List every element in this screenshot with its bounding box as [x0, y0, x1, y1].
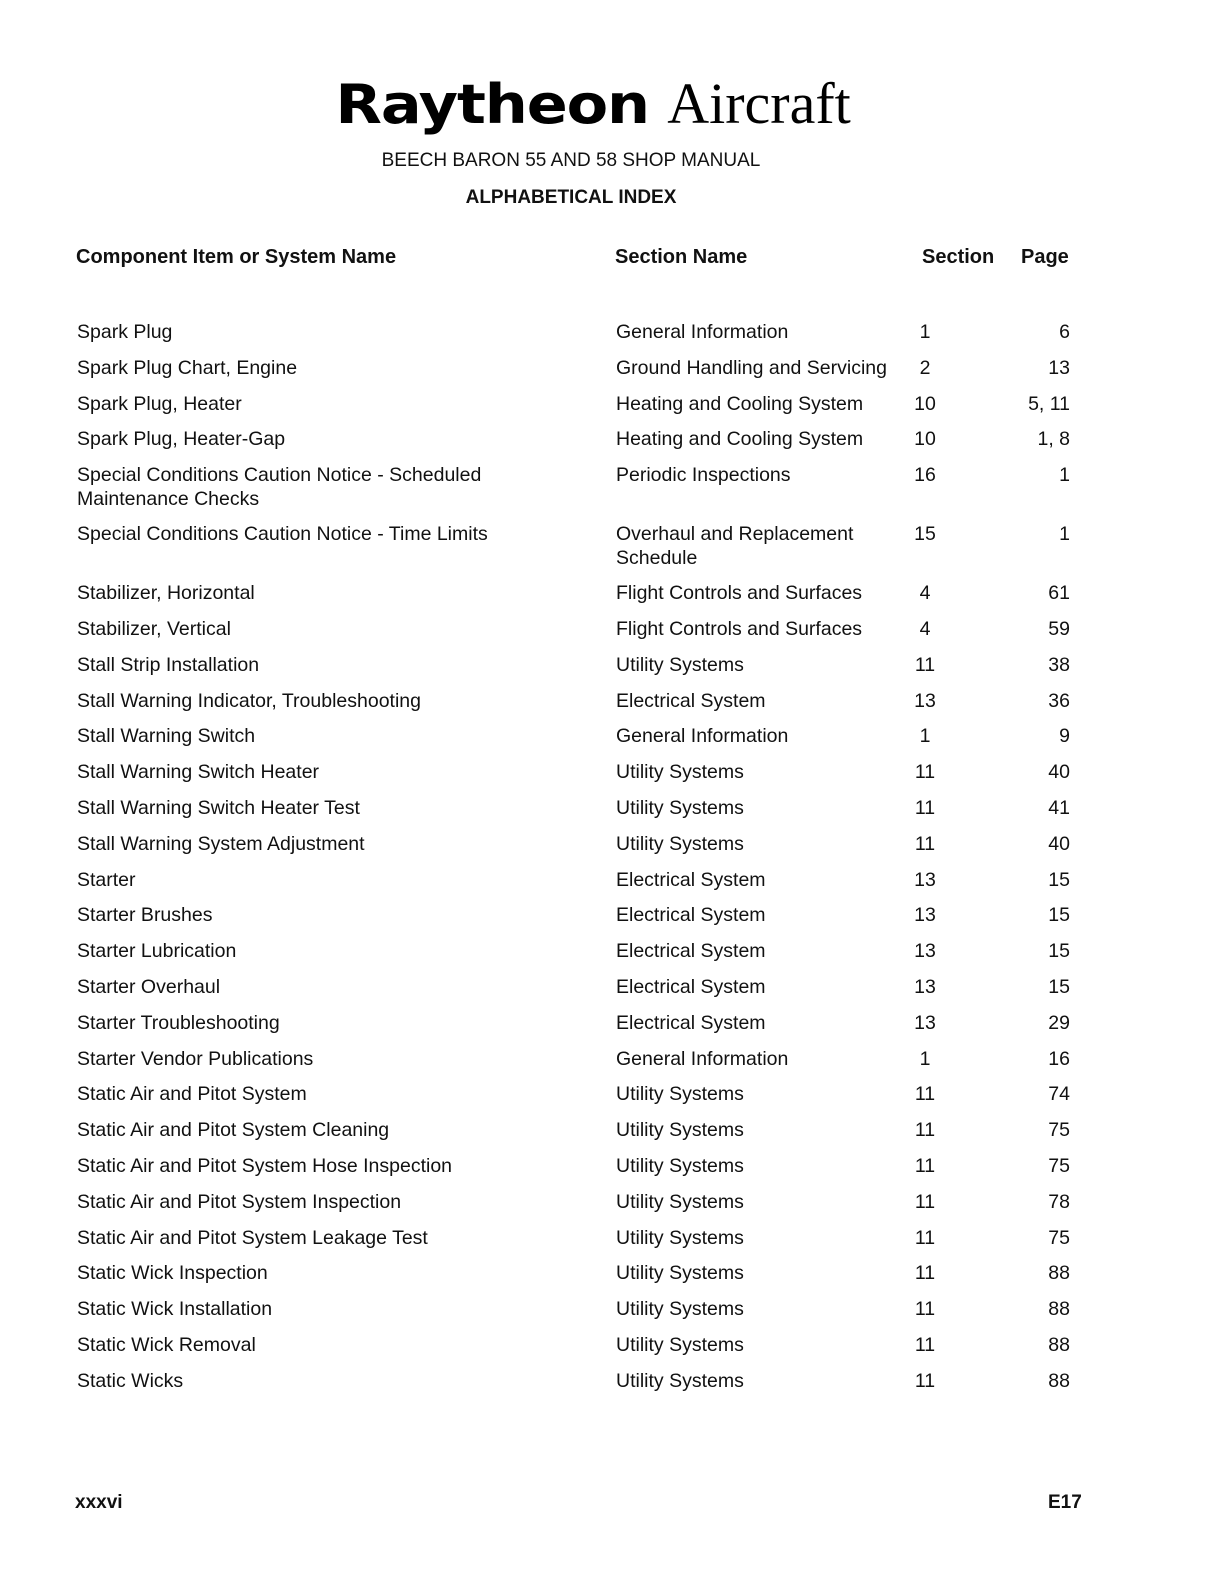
entry-name: Static Air and Pitot System Hose Inspection: [77, 1154, 453, 1177]
index-entry: [0, 901, 1220, 937]
entry-name: Spark Plug: [77, 321, 173, 343]
entry-section-name: Flight Controls and Surfaces: [616, 582, 863, 605]
manual-title: BEECH BARON 55 AND 58 SHOP MANUAL: [381, 150, 761, 171]
entry-section-name: Periodic Inspections: [616, 464, 791, 487]
entry-section-name: Electrical System: [616, 904, 766, 927]
entry-section: 15: [914, 523, 936, 546]
logo-brand: Raytheon: [335, 73, 650, 136]
entry-section-name: Ground Handling and Servicing: [616, 356, 888, 379]
entry-section-name: Utility Systems: [616, 653, 744, 676]
index-entry: [0, 461, 1220, 520]
entry-section: 10: [914, 392, 936, 415]
entry-page: 29: [1048, 1011, 1070, 1034]
entry-section-name: Utility Systems: [616, 1333, 744, 1356]
entry-name: Special Conditions Caution Notice - Time Limits: [77, 523, 488, 546]
entry-section-name: General Information: [616, 725, 789, 748]
entry-section: 11: [914, 653, 936, 676]
entry-section: 2: [919, 356, 931, 379]
entry-page: 40: [1048, 832, 1070, 855]
entry-name: Static Air and Pitot System Cleaning: [77, 1119, 390, 1142]
entry-section-name: Utility Systems: [616, 761, 744, 784]
entry-section-name: Electrical System: [616, 1011, 766, 1034]
entry-name: Starter: [77, 868, 136, 891]
entry-name: Spark Plug, Heater: [77, 392, 242, 415]
entry-name: Static Wick Installation: [77, 1298, 273, 1321]
entry-page: 75: [1048, 1119, 1070, 1142]
footer-revision-code: E17: [1048, 1492, 1082, 1513]
column-header-component: Component Item or System Name: [76, 246, 397, 268]
entry-page: 38: [1048, 653, 1070, 676]
entry-section-name: Heating and Cooling System: [616, 428, 864, 451]
index-entry: [0, 1152, 1220, 1188]
entry-section: 4: [919, 582, 931, 605]
entry-section: 11: [914, 1298, 936, 1321]
column-header-section-name: Section Name: [615, 246, 748, 268]
entry-name: Static Air and Pitot System Inspection: [77, 1190, 402, 1213]
entry-name: Stall Warning Switch Heater: [77, 761, 320, 784]
index-entry: [0, 520, 1220, 579]
entry-section-name: Electrical System: [616, 689, 766, 712]
index-entry: [0, 318, 1220, 354]
entry-section-name: Utility Systems: [616, 1083, 744, 1106]
entry-section: 11: [914, 1369, 936, 1392]
index-entry: [0, 758, 1220, 794]
entry-section: 11: [914, 1154, 936, 1177]
entry-section-name: Flight Controls and Surfaces: [616, 617, 863, 640]
entry-name: Stabilizer, Horizontal: [77, 582, 255, 605]
entry-page: 75: [1048, 1226, 1070, 1249]
entry-section: 13: [914, 975, 936, 998]
entry-name: Stall Strip Installation: [77, 653, 260, 676]
entry-page: 41: [1048, 796, 1070, 819]
index-entry: [0, 866, 1220, 902]
entry-section-name: Overhaul and Replacement Schedule: [616, 523, 854, 570]
entry-section-name: Utility Systems: [616, 1298, 744, 1321]
entry-section: 4: [919, 617, 931, 640]
entry-section: 11: [914, 1333, 936, 1356]
entry-page: 1, 8: [1037, 428, 1070, 451]
entry-page: 9: [1059, 725, 1070, 748]
entry-name: Stall Warning System Adjustment: [77, 832, 365, 855]
entry-name: Static Air and Pitot System: [77, 1083, 307, 1106]
entry-section: 1: [919, 725, 931, 748]
index-entry: [0, 425, 1220, 461]
entry-section-name: Electrical System: [616, 940, 766, 963]
entry-section: 11: [914, 1083, 936, 1106]
index-entry: [0, 1116, 1220, 1152]
entry-name: Stabilizer, Vertical: [77, 617, 231, 640]
index-entry: [0, 830, 1220, 866]
index-entry: [0, 1045, 1220, 1081]
entry-name: Static Wick Inspection: [77, 1262, 268, 1285]
index-entry: [0, 1188, 1220, 1224]
entry-section: 13: [914, 1011, 936, 1034]
entry-page: 40: [1048, 761, 1070, 784]
entry-name: Spark Plug, Heater-Gap: [77, 428, 286, 451]
entry-name: Stall Warning Indicator, Troubleshooting: [77, 689, 421, 712]
entry-page: 1: [1059, 464, 1070, 487]
entry-page: 88: [1048, 1298, 1070, 1321]
entry-section: 11: [914, 796, 936, 819]
entry-name: Starter Brushes: [77, 904, 213, 927]
entry-name: Starter Vendor Publications: [77, 1047, 314, 1070]
entry-section: 1: [919, 321, 931, 343]
entry-section-name: Heating and Cooling System: [616, 392, 864, 415]
entry-page: 15: [1048, 868, 1070, 891]
index-entry: [0, 615, 1220, 651]
entry-section: 11: [914, 761, 936, 784]
entry-page: 88: [1048, 1262, 1070, 1285]
entry-name: Special Conditions Caution Notice - Scheduled Maintenance Checks: [77, 464, 482, 511]
entry-page: 75: [1048, 1154, 1070, 1177]
index-entry: [0, 390, 1220, 426]
index-entry: [0, 579, 1220, 615]
column-header-page: Page: [1021, 246, 1069, 268]
entry-page: 78: [1048, 1190, 1070, 1213]
entry-page: 5, 11: [1028, 392, 1070, 415]
index-entry: [0, 354, 1220, 390]
entry-page: 61: [1048, 582, 1070, 605]
index-title: ALPHABETICAL INDEX: [465, 187, 677, 208]
index-entry: [0, 794, 1220, 830]
entry-page: 88: [1048, 1333, 1070, 1356]
entry-section-name: Utility Systems: [616, 1226, 744, 1249]
index-entry: [0, 1295, 1220, 1331]
index-entry: [0, 1367, 1220, 1403]
entry-name: Spark Plug Chart, Engine: [77, 356, 298, 379]
entry-page: 6: [1059, 321, 1070, 343]
entry-section: 11: [914, 1190, 936, 1213]
entry-section: 13: [914, 904, 936, 927]
entry-section-name: Utility Systems: [616, 796, 744, 819]
entry-name: Starter Overhaul: [77, 975, 221, 998]
entry-page: 36: [1048, 689, 1070, 712]
entry-page: 74: [1048, 1083, 1070, 1106]
index-entry: [0, 1080, 1220, 1116]
entry-name: Static Wicks: [77, 1369, 184, 1392]
entry-section-name: Electrical System: [616, 868, 766, 891]
entry-section: 11: [914, 1119, 936, 1142]
entry-section-name: Utility Systems: [616, 832, 744, 855]
entry-page: 1: [1059, 523, 1070, 546]
index-entry: [0, 1331, 1220, 1367]
entry-section: 16: [914, 464, 936, 487]
entry-section-name: General Information: [616, 1047, 789, 1070]
entry-section: 11: [914, 1226, 936, 1249]
entry-section: 11: [914, 832, 936, 855]
entry-name: Stall Warning Switch Heater Test: [77, 796, 360, 819]
entry-name: Stall Warning Switch: [77, 725, 256, 748]
entry-section-name: Utility Systems: [616, 1119, 744, 1142]
entry-page: 15: [1048, 904, 1070, 927]
entry-name: Starter Troubleshooting: [77, 1011, 280, 1034]
entry-name: Static Air and Pitot System Leakage Test: [77, 1226, 428, 1249]
footer-page-number: xxxvi: [75, 1492, 123, 1513]
index-entry: [0, 1224, 1220, 1260]
entry-page: 15: [1048, 975, 1070, 998]
entry-section: 13: [914, 940, 936, 963]
entry-page: 15: [1048, 940, 1070, 963]
entry-page: 13: [1048, 356, 1070, 379]
index-entry: [0, 1009, 1220, 1045]
entry-section: 13: [914, 868, 936, 891]
index-entry: [0, 1259, 1220, 1295]
entry-section: 10: [914, 428, 936, 451]
entry-section: 11: [914, 1262, 936, 1285]
entry-section-name: Utility Systems: [616, 1369, 744, 1392]
index-list: [0, 318, 1220, 1403]
index-entry: [0, 687, 1220, 723]
entry-section-name: General Information: [616, 321, 789, 343]
entry-section: 13: [914, 689, 936, 712]
entry-section: 1: [919, 1047, 931, 1070]
entry-name: Static Wick Removal: [77, 1333, 256, 1356]
entry-page: 88: [1048, 1369, 1070, 1392]
entry-name: Starter Lubrication: [77, 940, 237, 963]
index-entry: [0, 722, 1220, 758]
entry-section-name: Utility Systems: [616, 1190, 744, 1213]
column-header-section: Section: [922, 246, 995, 268]
raytheon-aircraft-logo: [0, 70, 1220, 137]
entry-page: 16: [1048, 1047, 1070, 1070]
logo-product: Aircraft: [667, 71, 851, 136]
entry-section-name: Utility Systems: [616, 1154, 744, 1177]
index-entry: [0, 937, 1220, 973]
index-entry: [0, 973, 1220, 1009]
index-entry: [0, 651, 1220, 687]
entry-section-name: Electrical System: [616, 975, 766, 998]
entry-page: 59: [1048, 617, 1070, 640]
entry-section-name: Utility Systems: [616, 1262, 744, 1285]
